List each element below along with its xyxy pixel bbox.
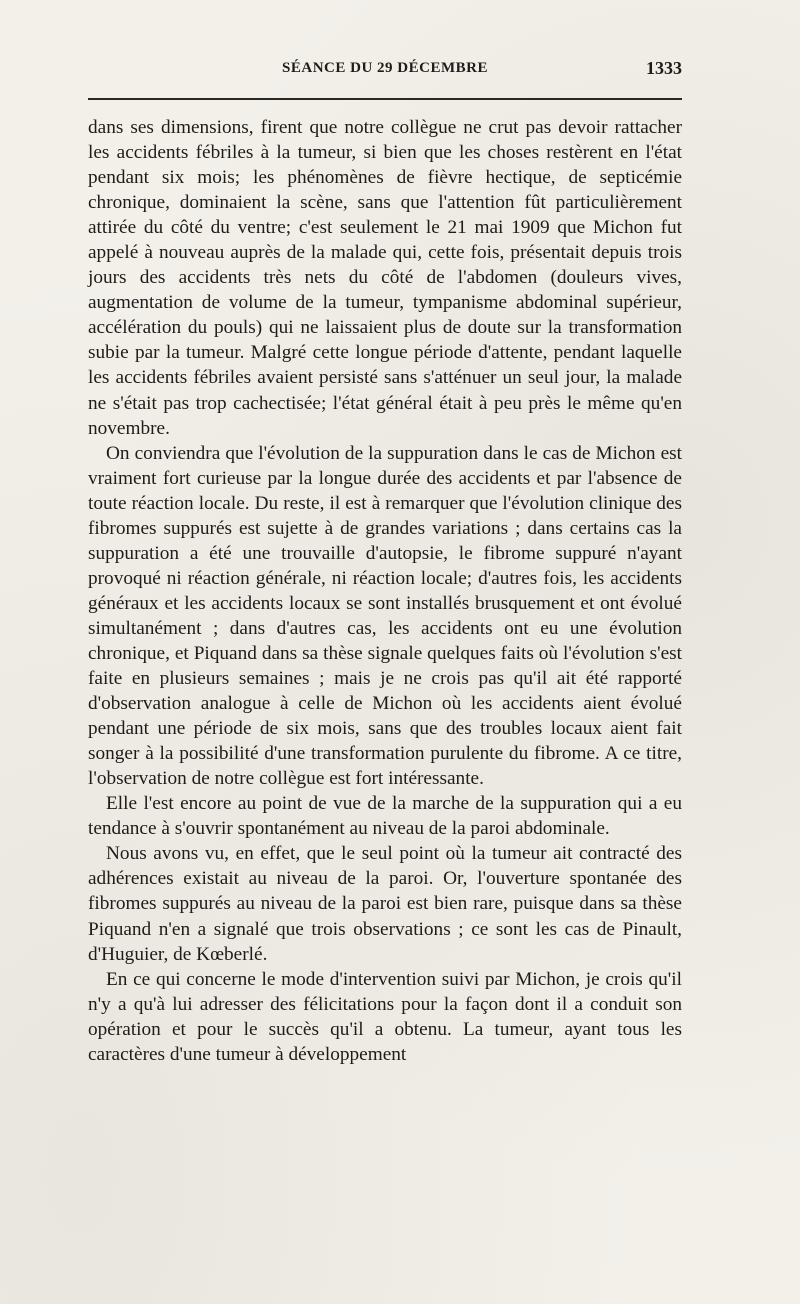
paragraph-evolution: On conviendra que l'évolution de la suppuration dans le cas de Michon est vraiment fort curieuse par la longue durée des accidents et par l'absence de toute réaction locale. Du reste, il est à remarquer que l'évolution clinique des fibromes suppurés est sujette à de grandes variations ; dans certains cas la suppuration a été une trouvaille d'autopsie, le fibrome suppuré n'ayant provoqué ni réaction générale, ni réaction locale; d'autres fois, les accidents généraux et les accidents locaux se sont installés brusquement et ont évolué simultanément ; dans d'autres cas, les accidents ont eu une évolution chronique, et Piquand dans sa thèse signale quelques faits où l'évolution s'est faite en plusieurs semaines ; mais je ne crois pas qu'il ait été rapporté d'observation analogue à celle de Michon où les accidents aient évolué pendant une période de six mois, sans que des troubles locaux aient fait songer à la possibilité d'une transformation purulente du fibrome. A ce titre, l'observation de notre collègue est fort intéressante. bbox=[88, 442, 682, 790]
page-header bbox=[88, 60, 682, 84]
body-text bbox=[88, 115, 682, 1067]
paragraph-adherences: Nous avons vu, en effet, que le seul point où la tumeur ait contracté des adhérences existait au niveau de la paroi. Or, l'ouverture spontanée des fibromes suppurés au niveau de la paroi est bien rare, puisque dans sa thèse Piquand n'en a signalé que trois observations ; ce sont les cas de Pinault, d'Huguier, de Kœberlé. bbox=[88, 843, 682, 965]
paragraph-marche: Elle l'est encore au point de vue de la marche de la suppuration qui a eu tendance à s'ouvrir spontanément au niveau de la paroi abdominale. bbox=[88, 793, 682, 840]
page-number: 1333 bbox=[646, 58, 682, 78]
header-rule bbox=[88, 98, 682, 100]
paragraph-intervention: En ce qui concerne le mode d'intervention suivi par Michon, je crois qu'il n'y a qu'à lui adresser des félicitations pour la façon dont il a conduit son opération et pour le succès qu'il a obtenu. La tumeur, ayant tous les caractères d'une tumeur à développement bbox=[88, 968, 682, 1065]
paragraph-continuation: dans ses dimensions, firent que notre collègue ne crut pas devoir rattacher les accidents fébriles à la tumeur, si bien que les choses restèrent en l'état pendant six mois; les phénomènes de fièvre hectique, de septicémie chronique, dominaient la scène, sans que l'attention fût particulièrement attirée du côté du ventre; c'est seulement le 21 mai 1909 que Michon fut appelé à nouveau auprès de la malade qui, cette fois, présentait depuis trois jours des accidents très nets du côté de l'abdomen (douleurs vives, augmentation de volume de la tumeur, tympanisme abdominal supérieur, accélération du pouls) qui ne laissaient plus de doute sur la transformation subie par la tumeur. Malgré cette longue période d'attente, pendant laquelle les accidents fébriles avaient persisté sans s'atténuer un seul jour, la malade ne s'était pas trop cachectisée; l'état général était à peu près le même qu'en novembre. bbox=[88, 117, 682, 439]
running-title: SÉANCE DU 29 DÉCEMBRE bbox=[282, 60, 488, 76]
